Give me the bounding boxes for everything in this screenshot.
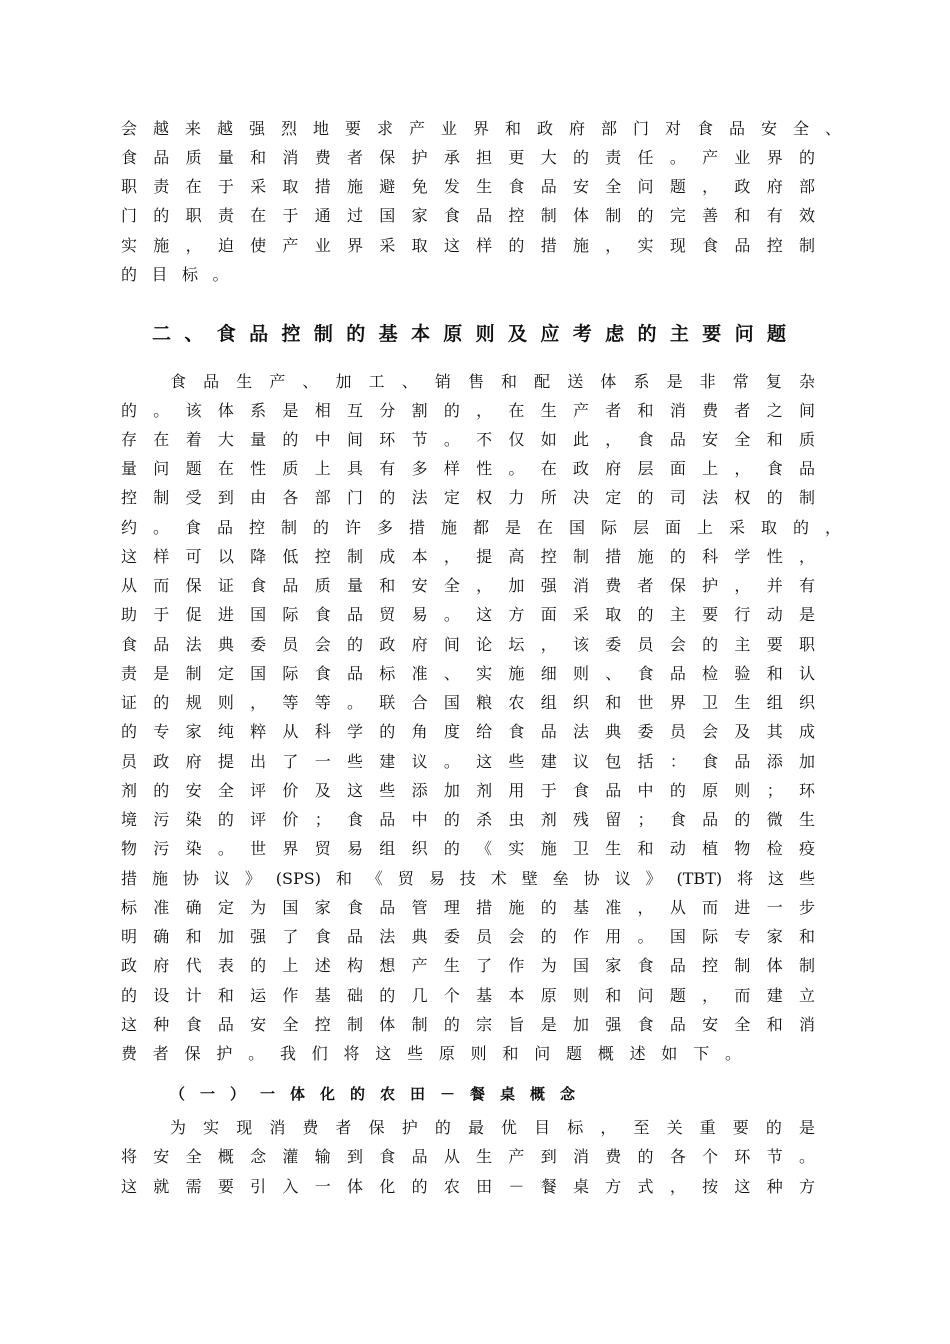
paragraph-2-line: 责是制定国际食品标准、实施细则、食品检验和认 xyxy=(121,664,815,683)
paragraph-2-line: 的专家纯粹从科学的角度给食品法典委员会及其成 xyxy=(121,722,815,741)
paragraph-1-line: 食品质量和消费者保护承担更大的责任。产业界的 xyxy=(121,148,815,167)
paragraph-2-line: 剂的安全评价及这些添加剂用于食品中的原则；环 xyxy=(121,781,815,800)
paragraph-2-line: 物污染。世界贸易组织的《实施卫生和动植物检疫 xyxy=(121,839,815,858)
paragraph-2-line: 的。该体系是相互分割的，在生产者和消费者之间 xyxy=(121,401,815,420)
paragraph-2-line: 明确和加强了食品法典委员会的作用。国际专家和 xyxy=(121,927,815,946)
paragraph-2-line: 约。食品控制的许多措施都是在国际层面上采取的， xyxy=(121,518,841,537)
paragraph-3-line: 这就需要引入一体化的农田－餐桌方式，按这种方 xyxy=(121,1177,815,1196)
paragraph-2-line: 的设计和运作基础的几个基本原则和问题，而建立 xyxy=(121,986,815,1005)
paragraph-1-line: 门的职责在于通过国家食品控制体制的完善和有效 xyxy=(121,206,815,225)
paragraph-2-line: 从而保证食品质量和安全，加强消费者保护，并有 xyxy=(121,576,815,595)
paragraph-3-line: 将安全概念灌输到食品从生产到消费的各个环节。 xyxy=(121,1147,815,1166)
paragraph-1-line: 实施，迫使产业界采取这样的措施，实现食品控制 xyxy=(121,236,815,255)
paragraph-2-line: 措施协议》(SPS)和《贸易技术壁垒协议》(TBT)将这些 xyxy=(121,869,815,888)
paragraph-2-line: 存在着大量的中间环节。不仅如此，食品安全和质 xyxy=(121,430,815,449)
paragraph-1-line: 会越来越强烈地要求产业界和政府部门对食品安全、 xyxy=(121,119,841,138)
paragraph-1-line: 职责在于采取措施避免发生食品安全问题，政府部 xyxy=(121,177,815,196)
paragraph-2-line: 标准确定为国家食品管理措施的基准，从而进一步 xyxy=(121,898,815,917)
paragraph-2-line: 政府代表的上述构想产生了作为国家食品控制体制 xyxy=(121,956,815,975)
section-heading: 二、食品控制的基本原则及应考虑的主要问题 xyxy=(152,323,786,345)
paragraph-2-line: 这种食品安全控制体制的宗旨是加强食品安全和消 xyxy=(121,1015,815,1034)
paragraph-3-line: 为实现消费者保护的最优目标，至关重要的是 xyxy=(170,1118,815,1137)
paragraph-1-line: 的目标。 xyxy=(121,265,244,284)
paragraph-2-line: 食品生产、加工、销售和配送体系是非常复杂 xyxy=(170,372,815,391)
paragraph-2-line: 这样可以降低控制成本，提高控制措施的科学性， xyxy=(121,547,815,566)
paragraph-2-line: 境污染的评价；食品中的杀虫剂残留；食品的微生 xyxy=(121,810,815,829)
paragraph-2-line: 员政府提出了一些建议。这些建议包括：食品添加 xyxy=(121,752,815,771)
subsection-heading: （一）一体化的农田－餐桌概念 xyxy=(170,1085,575,1103)
paragraph-2-line: 助于促进国际食品贸易。这方面采取的主要行动是 xyxy=(121,605,815,624)
paragraph-2-line: 量问题在性质上具有多样性。在政府层面上，食品 xyxy=(121,459,815,478)
paragraph-2-line: 食品法典委员会的政府间论坛，该委员会的主要职 xyxy=(121,635,815,654)
paragraph-2-line: 费者保护。我们将这些原则和问题概述如下。 xyxy=(121,1044,741,1063)
paragraph-2-line: 证的规则，等等。联合国粮农组织和世界卫生组织 xyxy=(121,693,815,712)
paragraph-2-line: 控制受到由各部门的法定权力所决定的司法权的制 xyxy=(121,488,815,507)
